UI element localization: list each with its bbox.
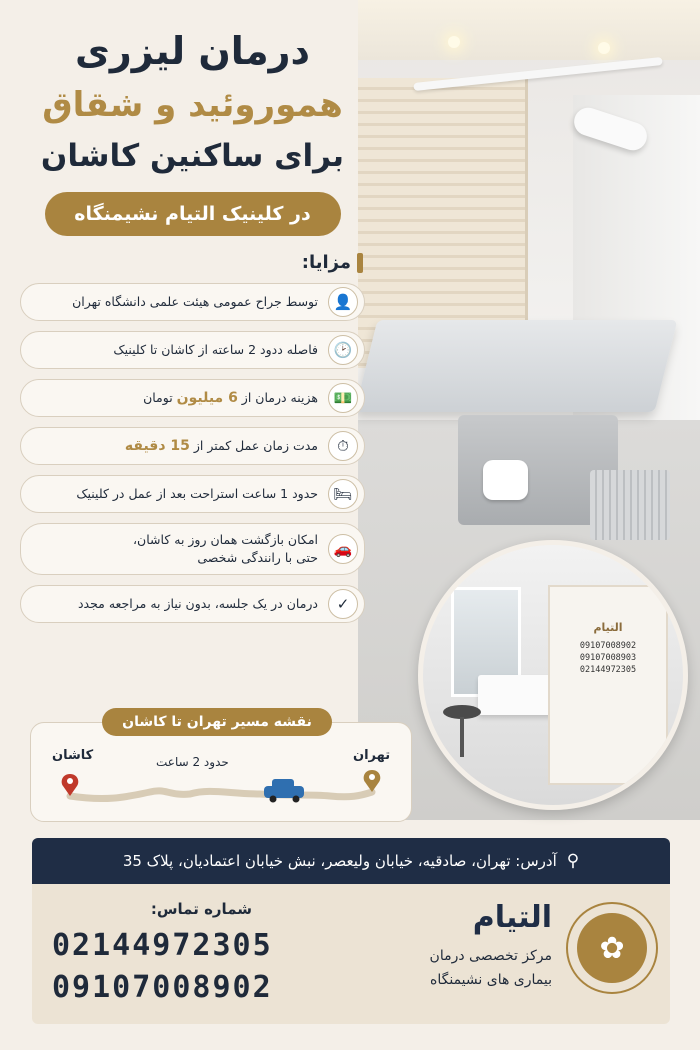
- price-highlight: 6 میلیون: [176, 389, 238, 406]
- benefit-text: حدود 1 ساعت استراحت بعد از عمل در کلینیک: [76, 486, 318, 502]
- map-pin-icon: [62, 774, 79, 796]
- clinic-badge: در کلینیک التیام نشیمنگاه: [45, 192, 341, 236]
- check-icon: ✓: [328, 589, 358, 619]
- benefit-text-pre: هزینه درمان از: [237, 389, 318, 405]
- benefit-item: [20, 379, 365, 417]
- map-label-origin: تهران: [353, 748, 391, 763]
- phone-landline[interactable]: 02144972305: [52, 928, 273, 963]
- benefit-item: [20, 585, 365, 623]
- benefit-item: [20, 427, 365, 465]
- address-text: آدرس: تهران، صادقیه، خیابان ولیعصر، نبش خیابان اعتمادیان، پلاک 35: [122, 852, 557, 870]
- map-pin-icon: [364, 770, 381, 792]
- car-icon: [264, 779, 304, 803]
- surgical-lamp-arm: [413, 57, 662, 91]
- clinic-room-inset-photo: [418, 540, 688, 810]
- benefit-text-line1: امکان بازگشت همان روز به کاشان،: [133, 531, 318, 547]
- headline-line2: هموروئید و شقاق: [42, 84, 343, 125]
- address-bar: [32, 838, 670, 884]
- benefit-text: [143, 388, 318, 409]
- benefits-heading: [20, 252, 365, 273]
- headline-line1: درمان لیزری: [75, 29, 310, 73]
- benefit-text: توسط جراح عمومی هیئت علمی دانشگاه تهران: [72, 294, 318, 310]
- step-stool: [590, 470, 670, 540]
- inset-folding-screen: [548, 585, 668, 785]
- clock-icon: 🕑: [328, 335, 358, 365]
- benefit-text: [133, 531, 318, 569]
- benefit-text-pre: مدت زمان عمل کمتر از: [189, 437, 318, 453]
- inset-stool-leg: [460, 717, 464, 757]
- ceiling: [358, 0, 700, 60]
- route-map-title: نقشه مسیر تهران تا کاشان: [102, 708, 332, 736]
- brand-tagline-1: مرکز تخصصی درمان: [429, 948, 552, 964]
- duration-highlight: 15 دقیقه: [124, 437, 190, 454]
- bed-icon: 🛏: [328, 479, 358, 509]
- screen-logo: التیام: [593, 621, 623, 634]
- screen-number: 02144972305: [579, 665, 637, 675]
- benefit-item: [20, 475, 365, 513]
- headline-line3: برای ساکنین کاشان: [40, 137, 345, 174]
- ceiling-light: [598, 42, 610, 54]
- benefit-text-line2: حتی با رانندگی شخصی: [197, 550, 318, 566]
- benefit-text: [125, 436, 318, 457]
- screen-number: 09107008903: [579, 653, 637, 663]
- benefits-list: [20, 283, 365, 623]
- brand-tagline-2: بیماری های نشیمنگاه: [430, 972, 552, 988]
- money-icon: 💵: [328, 383, 358, 413]
- car-icon: 🚗: [328, 534, 358, 564]
- paper-roll: [483, 460, 528, 500]
- benefit-text-post: تومان: [143, 389, 177, 405]
- route-duration: حدود 2 ساعت: [156, 755, 229, 769]
- brand-name: التیام: [472, 900, 552, 935]
- benefit-text: فاصله ددود 2 ساعته از کاشان تا کلینیک: [113, 342, 318, 358]
- map-label-destination: کاشان: [52, 748, 94, 763]
- content-column: [20, 30, 365, 623]
- heading-accent-bar: [357, 253, 363, 273]
- screen-number: 09107008902: [579, 641, 637, 651]
- phone-mobile[interactable]: 09107008902: [52, 970, 273, 1005]
- lotus-logo-icon: ✿: [577, 913, 647, 983]
- benefit-text: درمان در یک جلسه، بدون نیاز به مراجعه مجدد: [77, 596, 318, 612]
- benefit-item: [20, 283, 365, 321]
- contact-label: شماره تماس:: [150, 900, 252, 918]
- stopwatch-icon: ⏱: [328, 431, 358, 461]
- brand-logo: [566, 902, 658, 994]
- operating-table: [358, 320, 677, 412]
- ceiling-light: [448, 36, 460, 48]
- benefit-item: [20, 331, 365, 369]
- surgeon-icon: 👤: [328, 287, 358, 317]
- location-pin-icon: ⚲: [566, 851, 580, 871]
- benefit-item: [20, 523, 365, 575]
- route-map-drawing: [30, 722, 412, 822]
- benefits-heading-text: مزایا:: [301, 252, 351, 274]
- route-road: [70, 791, 372, 799]
